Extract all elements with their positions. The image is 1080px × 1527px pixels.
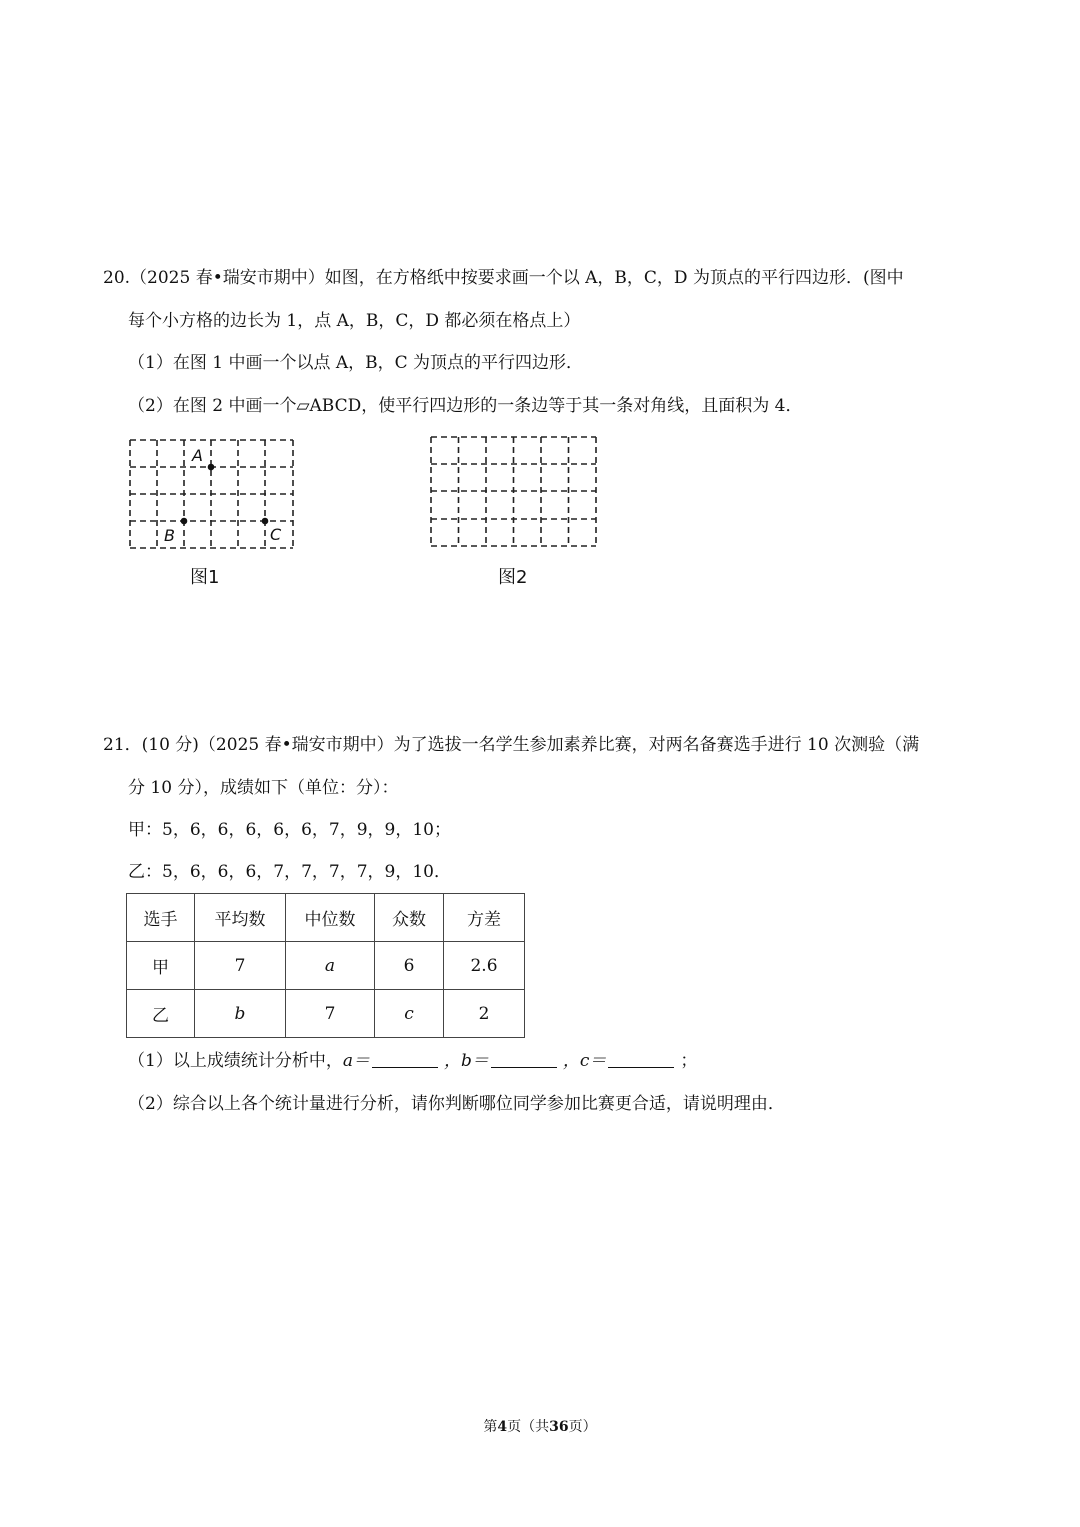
label-b: B (164, 526, 175, 545)
q20-part2: （2）在图 2 中画一个▱ABCD，使平行四边形的一条边等于其一条对角线，且面积为 4． (128, 396, 803, 416)
footer-page-number: 4 (497, 1419, 508, 1435)
q21-yi-scores: 乙：5，6，6，6，7，7，7，7，9，10． (128, 862, 451, 882)
header-cell: 方差 (444, 894, 525, 942)
footer-prefix: 第 (483, 1419, 498, 1435)
q21-part1-prefix: （1）以上成绩统计分析中， (128, 1051, 343, 1071)
table-cell: 7 (195, 942, 286, 990)
statistics-table (126, 893, 525, 1038)
footer-mid: 页（共 (507, 1419, 550, 1435)
table-cell: 7 (286, 990, 375, 1038)
point-a (208, 464, 215, 471)
table-cell: b (195, 990, 286, 1038)
figure-1-grid (128, 438, 296, 552)
answer-blank-b[interactable] (491, 1049, 557, 1068)
table-header-row (127, 894, 525, 942)
q21-part1-end: ； (680, 1051, 698, 1071)
q20-part1: （1）在图 1 中画一个以点 A，B，C 为顶点的平行四边形． (128, 353, 584, 373)
label-a: A (192, 446, 203, 465)
a-label: a＝ (342, 1051, 370, 1071)
footer-suffix: 页） (568, 1419, 597, 1435)
table-cell: c (375, 990, 444, 1038)
b-label: ，b＝ (443, 1051, 489, 1071)
table-cell: 乙 (127, 990, 195, 1038)
q21-jia-scores: 甲：5，6，6，6，6，6，7，9，9，10； (128, 820, 451, 840)
table-cell: 甲 (127, 942, 195, 990)
table-cell: 2 (444, 990, 525, 1038)
q21-part2: （2）综合以上各个统计量进行分析，请你判断哪位同学参加比赛更合适，请说明理由． (128, 1094, 785, 1114)
header-cell: 中位数 (286, 894, 375, 942)
table-cell: a (286, 942, 375, 990)
table-cell: 2.6 (444, 942, 525, 990)
point-c (262, 518, 269, 525)
point-b (181, 518, 188, 525)
figure-1-caption: 图1 (190, 567, 220, 588)
figure-2-grid (429, 435, 599, 551)
table-cell: 6 (375, 942, 444, 990)
label-c: C (270, 525, 282, 544)
header-cell: 众数 (375, 894, 444, 942)
q20-stem-line1: 20.（2025 春•瑞安市期中）如图，在方格纸中按要求画一个以 A，B，C，D 为顶点的平行四边形．(图中 (103, 268, 904, 288)
header-cell: 平均数 (195, 894, 286, 942)
q20-stem-line2: 每个小方格的边长为 1，点 A，B，C，D 都必须在格点上） (128, 311, 581, 331)
figure-2-caption: 图2 (498, 567, 528, 588)
answer-blank-a[interactable] (372, 1049, 438, 1068)
q21-stem-line1: 21．(10 分)（2025 春•瑞安市期中）为了选拔一名学生参加素养比赛，对两名备赛选手进行 10 次测验（满 (103, 735, 920, 755)
q21-part1 (128, 1049, 697, 1073)
q21-stem-line2: 分 10 分），成绩如下（单位：分）： (128, 778, 399, 798)
answer-blank-c[interactable] (608, 1049, 674, 1068)
table-row (127, 942, 525, 990)
header-cell: 选手 (127, 894, 195, 942)
c-label: ，c＝ (562, 1051, 607, 1071)
footer-total-pages: 36 (549, 1419, 569, 1435)
page-footer (0, 1416, 1080, 1436)
table-row (127, 990, 525, 1038)
